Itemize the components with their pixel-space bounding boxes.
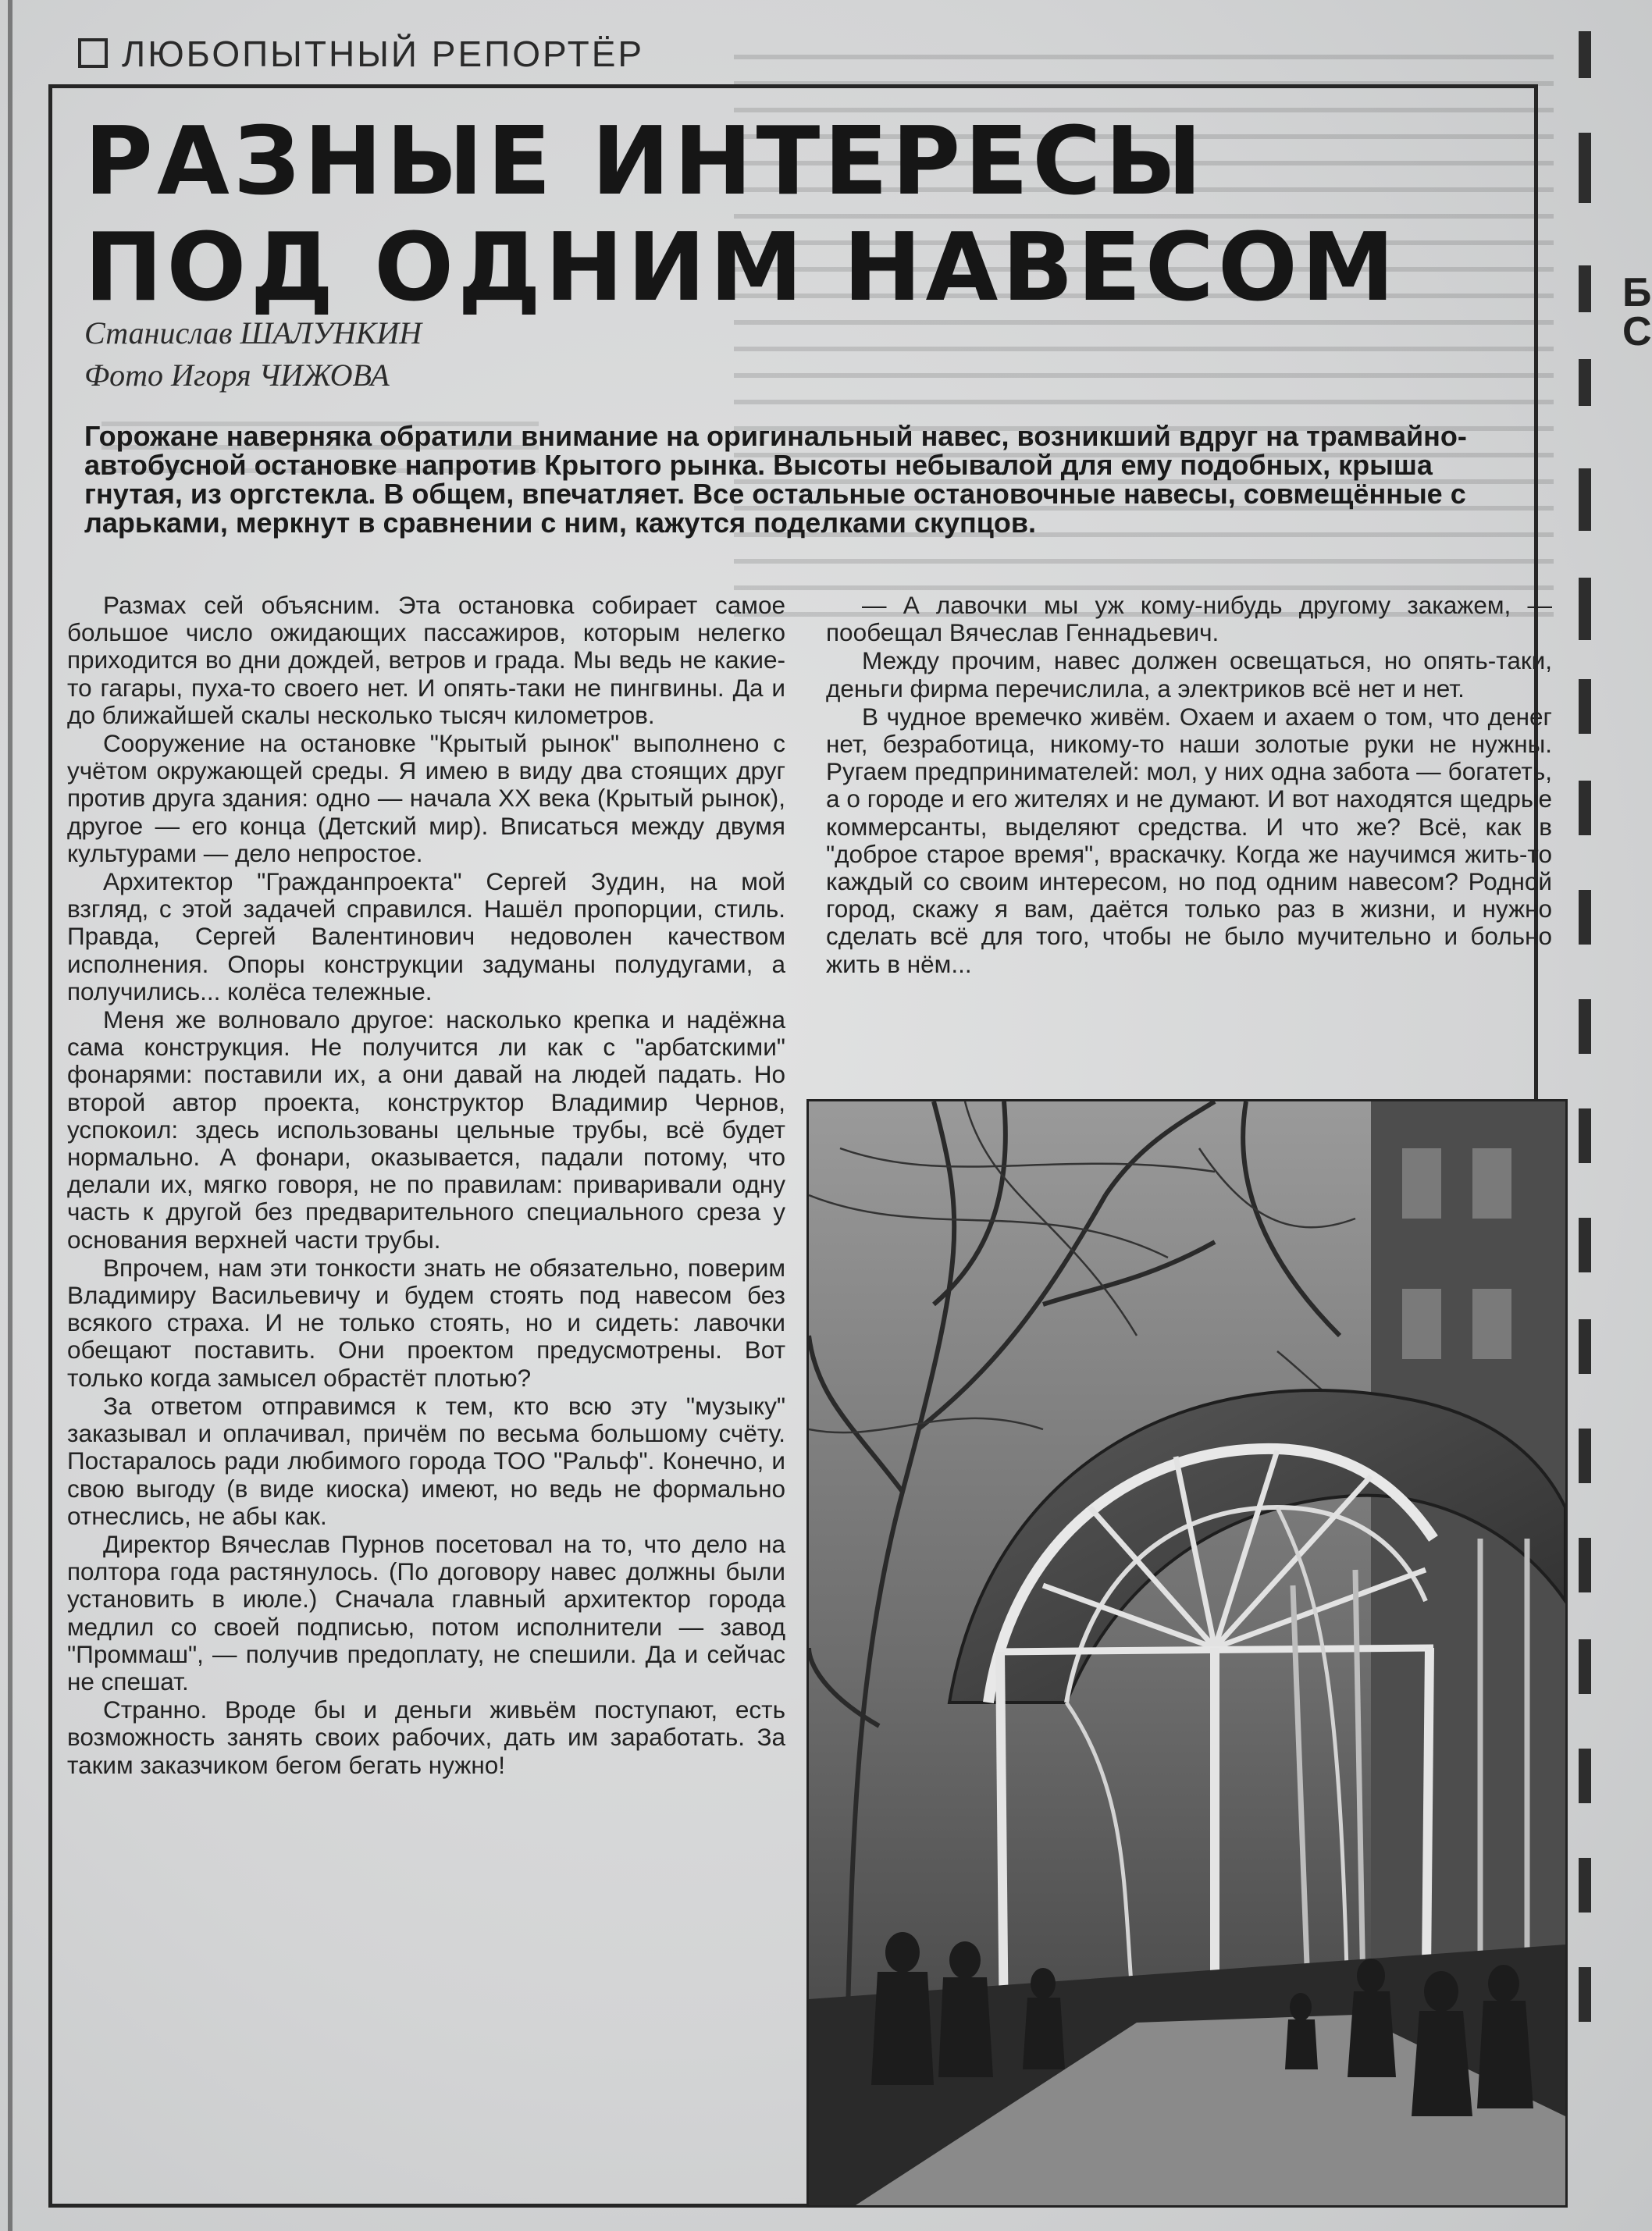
edge-mark xyxy=(1579,1858,1591,1913)
paragraph: Сооружение на остановке "Крытый рынок" выполнено с учётом окружающей среды. Я имею в виду два стоящих друг против друга здания: одно — начала XX века (Крытый рынок), другое — его конца (Детский мир). Вписаться между двумя культурами — дело непростое. xyxy=(67,729,785,867)
lead-paragraph: Горожане наверняка обратили внимание на оригинальный навес, возникший вдруг на трамвайно-автобусной остановке напротив Крытого рынка. Высоты небывалой для ему подобных, крыша гнутая, из оргстекла. В общем, впечатляет. Все остальные остановочные навесы, совмещённые с ларьками, меркнут в сравнении с ним, кажутся поделками скупцов. xyxy=(84,420,1467,539)
paragraph: Между прочим, навес должен освещаться, но опять-таки, деньги фирма перечислила, а электриков всё нет и нет. xyxy=(826,646,1552,703)
edge-mark xyxy=(1579,1319,1591,1374)
edge-mark xyxy=(1579,999,1591,1054)
section-rubric xyxy=(78,33,644,75)
edge-mark xyxy=(1579,1108,1591,1163)
edge-letter: Б xyxy=(1622,270,1652,315)
paragraph: Директор Вячеслав Пурнов посетовал на то, что дело на полтора года растянулось. (По договору навес должны были установить в июле.) Сначала главный архитектор города медлил со своей подписью, потом исполнители — завод "Проммаш", — получив предоплату, не спешили. Да и сейчас не спешат. xyxy=(67,1529,785,1695)
byline xyxy=(84,312,422,397)
edge-mark xyxy=(1579,1429,1591,1483)
edge-mark xyxy=(1579,133,1591,203)
headline-line-1: РАЗНЫЕ ИНТЕРЕСЫ xyxy=(84,108,1206,216)
paragraph: В чудное времечко живём. Охаем и ахаем о том, что денег нет, безработица, никому-то наши золотые руки не нужны. Ругаем предпринимателей: мол, у них одна забота — богатеть, а о городе и его жителях и не думают. И вот находятся щедрые коммерсанты, выделяют средства. И что же? Всё, как в "доброе старое время", враскачку. Когда же научимся жить-то каждый со своим интересом, но под одним навесом? Родной город, скажу я вам, даётся только раз в жизни, и нужно сделать всё для того, чтобы не было мучительно и больно жить в нём... xyxy=(826,702,1552,978)
edge-mark xyxy=(1579,1218,1591,1272)
rubric-label: ЛЮБОПЫТНЫЙ РЕПОРТЁР xyxy=(122,34,645,74)
edge-mark xyxy=(1579,890,1591,945)
edge-mark xyxy=(1579,1967,1591,2022)
paragraph: Впрочем, нам эти тонкости знать не обязательно, поверим Владимиру Васильевичу и будем стоять под навесом без всякого страха. И не только стоять, но и сидеть: лавочки обещают поставить. Они проектом предусмотрены. Вот только когда замысел обрастёт плотью? xyxy=(67,1253,785,1392)
edge-mark xyxy=(1579,781,1591,835)
right-column xyxy=(826,592,1552,979)
edge-mark xyxy=(1579,578,1591,640)
edge-mark xyxy=(1579,679,1591,734)
edge-mark xyxy=(1579,468,1591,531)
canopy-photo xyxy=(806,1099,1568,2208)
edge-mark xyxy=(1579,1639,1591,1694)
fold-line xyxy=(8,0,12,2231)
paragraph: За ответом отправимся к тем, кто всю эту "музыку" заказывал и оплачивал, причём по весьма большому счёту. Постаралось ради любимого города ТОО "Ральф". Конечно, и свою выгоду (в виде киоска) имеют, но ведь не формально отнеслись, не абы как. xyxy=(67,1391,785,1530)
paragraph: Размах сей объясним. Эта остановка собирает самое большое число ожидающих пассажиров, которым нелегко приходится во дни дождей, ветров и града. Мы ведь не какие-то гагары, пуха-то своего нет. И опять-таки не пингвины. Да и до ближайшей скалы несколько тысяч километров. xyxy=(67,591,785,729)
article-headline xyxy=(84,109,1398,322)
byline-photo-credit: Фото Игоря ЧИЖОВА xyxy=(84,358,390,393)
edge-mark xyxy=(1579,359,1591,406)
paragraph: Меня же волновало другое: насколько крепка и надёжна сама конструкция. Не получится ли как с "арбатскими" фонарями: поставили их, а они давай на людей падать. Но второй автор проекта, конструктор Владимир Чернов, успокоил: здесь использованы цельные трубы, всё будет нормально. А фонари, оказывается, падали потому, что делали их, мягко говоря, не по правилам: приваривали одну часть к другой без предварительного специального среза у основания верхней части трубы. xyxy=(67,1005,785,1254)
paragraph: Странно. Вроде бы и деньги живьём поступают, есть возможность занять своих рабочих, дать им заработать. За таким заказчиком бегом бегать нужно! xyxy=(67,1695,785,1779)
paragraph: Архитектор "Гражданпроекта" Сергей Зудин, на мой взгляд, с этой задачей справился. Нашёл пропорции, стиль. Правда, Сергей Валентинович недоволен качеством исполнения. Опоры конструкции задуманы полудугами, а получились... колёса тележные. xyxy=(67,867,785,1005)
edge-mark xyxy=(1579,265,1591,312)
edge-mark xyxy=(1579,1749,1591,1803)
left-column xyxy=(67,592,785,1780)
headline-line-2: ПОД ОДНИМ НАВЕСОМ xyxy=(84,214,1399,322)
byline-author: Станислав ШАЛУНКИН xyxy=(84,315,422,350)
rubric-square-icon xyxy=(78,38,108,68)
edge-letter: С xyxy=(1622,309,1652,354)
edge-mark xyxy=(1579,31,1591,78)
paragraph: — А лавочки мы уж кому-нибудь другому закажем, — пообещал Вячеслав Геннадьевич. xyxy=(826,591,1552,647)
edge-mark xyxy=(1579,1538,1591,1592)
